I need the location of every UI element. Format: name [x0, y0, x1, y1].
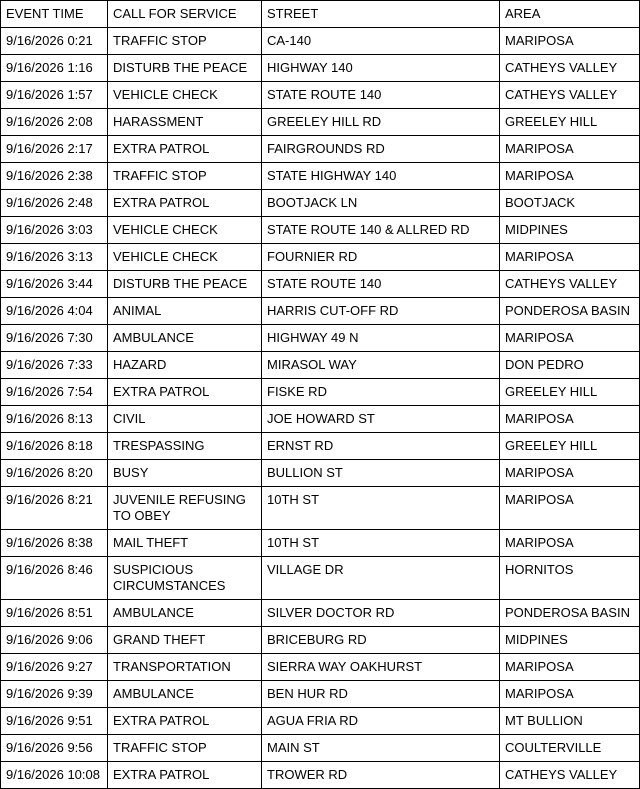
- cell-area: MARIPOSA: [500, 654, 640, 681]
- cell-event-time: 9/16/2026 7:33: [1, 352, 108, 379]
- cell-area: MARIPOSA: [500, 325, 640, 352]
- header-area: AREA: [500, 1, 640, 28]
- cell-event-time: 9/16/2026 10:08: [1, 762, 108, 789]
- cell-street: SILVER DOCTOR RD: [262, 600, 500, 627]
- cell-area: MARIPOSA: [500, 406, 640, 433]
- cell-event-time: 9/16/2026 8:46: [1, 557, 108, 600]
- table-row: [1, 136, 640, 163]
- cell-event-time: 9/16/2026 9:51: [1, 708, 108, 735]
- table-header: [1, 1, 640, 28]
- table-row: [1, 352, 640, 379]
- cell-event-time: 9/16/2026 2:08: [1, 109, 108, 136]
- cell-street: BULLION ST: [262, 460, 500, 487]
- cell-area: PONDEROSA BASIN: [500, 600, 640, 627]
- table-row: [1, 55, 640, 82]
- cell-area: GREELEY HILL: [500, 109, 640, 136]
- cell-area: COULTERVILLE: [500, 735, 640, 762]
- cell-event-time: 9/16/2026 2:38: [1, 163, 108, 190]
- table-row: [1, 460, 640, 487]
- cell-event-time: 9/16/2026 2:48: [1, 190, 108, 217]
- table-row: [1, 627, 640, 654]
- cell-street: HARRIS CUT-OFF RD: [262, 298, 500, 325]
- cell-street: HIGHWAY 49 N: [262, 325, 500, 352]
- cell-event-time: 9/16/2026 8:51: [1, 600, 108, 627]
- cell-street: HIGHWAY 140: [262, 55, 500, 82]
- cell-call-for-service: DISTURB THE PEACE: [108, 55, 262, 82]
- header-event-time: EVENT TIME: [1, 1, 108, 28]
- cell-area: MIDPINES: [500, 627, 640, 654]
- cell-call-for-service: HARASSMENT: [108, 109, 262, 136]
- cell-event-time: 9/16/2026 2:17: [1, 136, 108, 163]
- cell-street: TROWER RD: [262, 762, 500, 789]
- cell-area: MARIPOSA: [500, 487, 640, 530]
- cell-event-time: 9/16/2026 9:39: [1, 681, 108, 708]
- cell-call-for-service: VEHICLE CHECK: [108, 82, 262, 109]
- cell-event-time: 9/16/2026 8:38: [1, 530, 108, 557]
- table-body: [1, 28, 640, 789]
- cell-street: 10TH ST: [262, 487, 500, 530]
- cell-street: VILLAGE DR: [262, 557, 500, 600]
- cell-call-for-service: BUSY: [108, 460, 262, 487]
- cell-area: CATHEYS VALLEY: [500, 55, 640, 82]
- cell-call-for-service: DISTURB THE PEACE: [108, 271, 262, 298]
- table-row: [1, 163, 640, 190]
- cell-area: CATHEYS VALLEY: [500, 82, 640, 109]
- cell-call-for-service: MAIL THEFT: [108, 530, 262, 557]
- cell-event-time: 9/16/2026 8:21: [1, 487, 108, 530]
- cell-street: AGUA FRIA RD: [262, 708, 500, 735]
- cell-area: CATHEYS VALLEY: [500, 271, 640, 298]
- cell-call-for-service: ANIMAL: [108, 298, 262, 325]
- cell-area: MARIPOSA: [500, 136, 640, 163]
- cell-street: CA-140: [262, 28, 500, 55]
- cell-street: FOURNIER RD: [262, 244, 500, 271]
- cell-area: MARIPOSA: [500, 681, 640, 708]
- cell-street: MIRASOL WAY: [262, 352, 500, 379]
- cell-event-time: 9/16/2026 0:21: [1, 28, 108, 55]
- cell-call-for-service: TRANSPORTATION: [108, 654, 262, 681]
- cell-street: SIERRA WAY OAKHURST: [262, 654, 500, 681]
- table-row: [1, 762, 640, 789]
- table-row: [1, 82, 640, 109]
- table-row: [1, 190, 640, 217]
- cell-street: BEN HUR RD: [262, 681, 500, 708]
- cell-street: MAIN ST: [262, 735, 500, 762]
- cell-area: CATHEYS VALLEY: [500, 762, 640, 789]
- cell-street: GREELEY HILL RD: [262, 109, 500, 136]
- cell-event-time: 9/16/2026 1:57: [1, 82, 108, 109]
- cell-call-for-service: EXTRA PATROL: [108, 708, 262, 735]
- table-row: [1, 654, 640, 681]
- cell-street: STATE ROUTE 140: [262, 271, 500, 298]
- cell-area: GREELEY HILL: [500, 379, 640, 406]
- cell-event-time: 9/16/2026 9:56: [1, 735, 108, 762]
- cell-street: FAIRGROUNDS RD: [262, 136, 500, 163]
- table-row: [1, 217, 640, 244]
- cell-call-for-service: EXTRA PATROL: [108, 136, 262, 163]
- cell-call-for-service: VEHICLE CHECK: [108, 217, 262, 244]
- cell-area: BOOTJACK: [500, 190, 640, 217]
- cell-area: MARIPOSA: [500, 530, 640, 557]
- table-row: [1, 681, 640, 708]
- cell-call-for-service: CIVIL: [108, 406, 262, 433]
- cell-call-for-service: JUVENILE REFUSING TO OBEY: [108, 487, 262, 530]
- table-row: [1, 487, 640, 530]
- cell-street: STATE HIGHWAY 140: [262, 163, 500, 190]
- cell-area: GREELEY HILL: [500, 433, 640, 460]
- table-row: [1, 298, 640, 325]
- cell-street: FISKE RD: [262, 379, 500, 406]
- table-row: [1, 530, 640, 557]
- cell-call-for-service: HAZARD: [108, 352, 262, 379]
- cell-call-for-service: VEHICLE CHECK: [108, 244, 262, 271]
- cell-call-for-service: AMBULANCE: [108, 600, 262, 627]
- cell-event-time: 9/16/2026 7:54: [1, 379, 108, 406]
- cell-call-for-service: SUSPICIOUS CIRCUMSTANCES: [108, 557, 262, 600]
- cell-call-for-service: GRAND THEFT: [108, 627, 262, 654]
- table-row: [1, 271, 640, 298]
- cell-area: MARIPOSA: [500, 460, 640, 487]
- cell-call-for-service: EXTRA PATROL: [108, 190, 262, 217]
- table-row: [1, 433, 640, 460]
- table-row: [1, 600, 640, 627]
- cell-area: MIDPINES: [500, 217, 640, 244]
- cell-area: MT BULLION: [500, 708, 640, 735]
- cell-event-time: 9/16/2026 9:27: [1, 654, 108, 681]
- cell-call-for-service: TRAFFIC STOP: [108, 28, 262, 55]
- cell-call-for-service: TRAFFIC STOP: [108, 163, 262, 190]
- cell-area: MARIPOSA: [500, 244, 640, 271]
- table-row: [1, 708, 640, 735]
- header-call-for-service: CALL FOR SERVICE: [108, 1, 262, 28]
- cell-street: JOE HOWARD ST: [262, 406, 500, 433]
- cell-area: MARIPOSA: [500, 163, 640, 190]
- cell-street: STATE ROUTE 140: [262, 82, 500, 109]
- table-row: [1, 325, 640, 352]
- cell-call-for-service: TRAFFIC STOP: [108, 735, 262, 762]
- table-row: [1, 244, 640, 271]
- cell-call-for-service: AMBULANCE: [108, 681, 262, 708]
- cell-event-time: 9/16/2026 9:06: [1, 627, 108, 654]
- cell-event-time: 9/16/2026 8:18: [1, 433, 108, 460]
- cell-event-time: 9/16/2026 1:16: [1, 55, 108, 82]
- table-row: [1, 28, 640, 55]
- cell-street: BRICEBURG RD: [262, 627, 500, 654]
- cell-street: 10TH ST: [262, 530, 500, 557]
- table-row: [1, 406, 640, 433]
- cell-call-for-service: EXTRA PATROL: [108, 762, 262, 789]
- cell-area: PONDEROSA BASIN: [500, 298, 640, 325]
- cell-event-time: 9/16/2026 3:13: [1, 244, 108, 271]
- cell-street: STATE ROUTE 140 & ALLRED RD: [262, 217, 500, 244]
- cell-event-time: 9/16/2026 8:20: [1, 460, 108, 487]
- cell-event-time: 9/16/2026 7:30: [1, 325, 108, 352]
- cell-street: ERNST RD: [262, 433, 500, 460]
- cell-event-time: 9/16/2026 3:44: [1, 271, 108, 298]
- table-row: [1, 735, 640, 762]
- cell-area: MARIPOSA: [500, 28, 640, 55]
- header-street: STREET: [262, 1, 500, 28]
- header-row: [1, 1, 640, 28]
- cell-event-time: 9/16/2026 4:04: [1, 298, 108, 325]
- cell-call-for-service: EXTRA PATROL: [108, 379, 262, 406]
- table-row: [1, 557, 640, 600]
- cell-street: BOOTJACK LN: [262, 190, 500, 217]
- cell-area: HORNITOS: [500, 557, 640, 600]
- cell-call-for-service: TRESPASSING: [108, 433, 262, 460]
- cell-call-for-service: AMBULANCE: [108, 325, 262, 352]
- cell-event-time: 9/16/2026 8:13: [1, 406, 108, 433]
- cell-event-time: 9/16/2026 3:03: [1, 217, 108, 244]
- table-row: [1, 379, 640, 406]
- table-row: [1, 109, 640, 136]
- cell-area: DON PEDRO: [500, 352, 640, 379]
